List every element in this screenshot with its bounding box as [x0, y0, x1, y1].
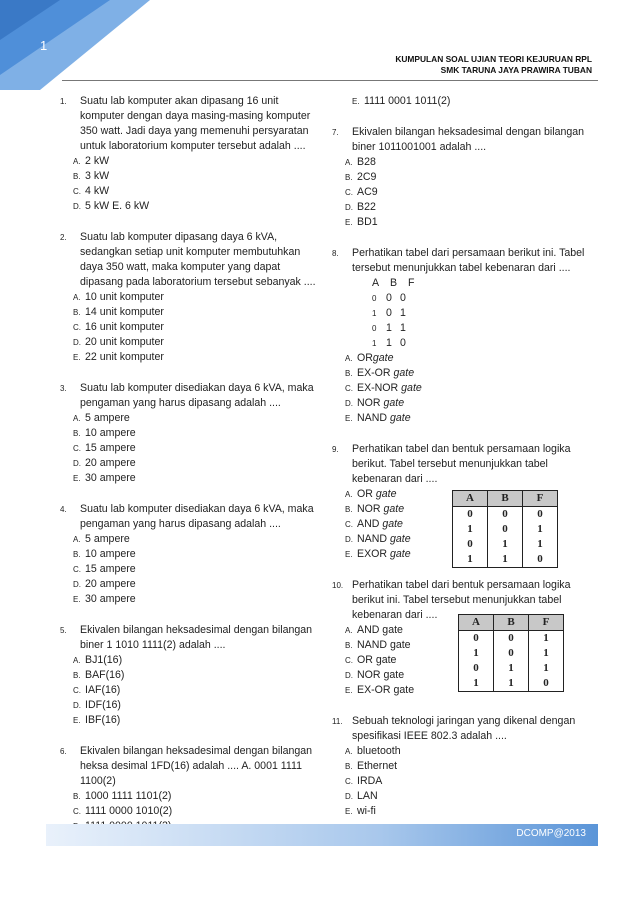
option[interactable]: D. B22 — [345, 201, 376, 213]
right-column — [332, 94, 598, 835]
question-text: Suatu lab komputer disediakan daya 6 kVA, maka pengaman yang harus dipasang adalah .... — [80, 382, 314, 409]
option[interactable]: B. BAF(16) — [73, 669, 125, 681]
option[interactable]: A. ORgate — [345, 352, 394, 364]
option[interactable]: C. 16 unit komputer — [73, 321, 164, 333]
corner-decoration — [0, 0, 150, 90]
option[interactable]: C. IAF(16) — [73, 684, 121, 696]
option[interactable]: A. B28 — [345, 156, 376, 168]
question-9: 9. Perhatikan tabel dan bentuk persamaan logika berikut. Tabel tersebut menunjukkan tabel kebenaran dari .... A. OR gate B. NOR gate C. AND gate D. NAND gate E. EXOR gate A B F 0 0 0 1 0 1 0 1 1 1 1 0 — [332, 442, 598, 562]
document-header — [395, 54, 592, 75]
option[interactable]: B. NOR gate — [345, 503, 405, 515]
left-column — [60, 94, 320, 850]
option[interactable]: B. NAND gate — [345, 639, 411, 651]
truth-table-row: 0 1 1 — [372, 322, 406, 334]
footer-bar — [46, 824, 598, 846]
option[interactable]: E. 30 ampere — [73, 472, 136, 484]
option[interactable]: A. 10 unit komputer — [73, 291, 164, 303]
header-title: KUMPULAN SOAL UJIAN TEORI KEJURUAN RPL — [395, 54, 592, 64]
option[interactable]: A. 5 ampere — [73, 533, 130, 545]
truth-table: A B F 0 0 0 1 0 1 0 1 1 1 1 0 — [452, 490, 558, 568]
question-8: 8. Perhatikan tabel dari persamaan berikut ini. Tabel tersebut menunjukkan tabel kebenaran dari .... A B F 0 0 0 1 0 1 0 1 1 1 1 0 A. ORgate B. EX-OR gate C. EX-NOR gate D. NOR gate E. NAND gate — [332, 246, 598, 426]
question-text: Perhatikan tabel dari persamaan berikut ini. Tabel tersebut menunjukkan tabel kebenaran dari .... — [352, 247, 585, 274]
header-divider — [62, 80, 598, 81]
option[interactable]: D. 5 kW E. 6 kW — [73, 200, 150, 212]
question-text: Suatu lab komputer akan dipasang 16 unit komputer dengan daya masing-masing komputer 350 watt. Jadi daya yang memenuhi persyaratan untuk laboratorium komputer tersebut adalah .... — [80, 95, 311, 152]
option[interactable]: A. bluetooth — [345, 745, 401, 757]
option[interactable]: D. NOR gate — [345, 397, 405, 409]
option[interactable]: C. AC9 — [345, 186, 378, 198]
question-11: 11. Sebuah teknologi jaringan yang dikenal dengan spesifikasi IEEE 802.3 adalah .... A. bluetooth B. Ethernet C. IRDA D. LAN E. wi-fi — [332, 714, 598, 819]
question-text: Ekivalen bilangan heksadesimal dengan bilangan biner 1011001001 adalah .... — [352, 126, 585, 153]
page-number: 1 — [40, 38, 48, 53]
option[interactable]: A. AND gate — [345, 624, 403, 636]
option[interactable]: E. EXOR gate — [345, 548, 411, 560]
question-2: 2. Suatu lab komputer dipasang daya 6 kVA, sedangkan setiap unit komputer membutuhkan daya 350 watt, maka komputer yang dapat dipasang pada laboratorium tersebut sebanyak .... A. 10 unit komputer B. 14 unit komputer C. 16 unit komputer D. 20 unit komputer E. 22 unit komputer — [60, 230, 320, 365]
option[interactable]: E. EX-OR gate — [345, 684, 415, 696]
question-3: 3. Suatu lab komputer disediakan daya 6 kVA, maka pengaman yang harus dipasang adalah .... A. 5 ampere B. 10 ampere C. 15 ampere D. 20 ampere E. 30 ampere — [60, 381, 320, 486]
option[interactable]: C. IRDA — [345, 775, 383, 787]
truth-table-row: 1 0 1 — [372, 307, 406, 319]
option[interactable]: C. 15 ampere — [73, 442, 136, 454]
option[interactable]: B. 10 ampere — [73, 427, 136, 439]
header-subtitle: SMK TARUNA JAYA PRAWIRA TUBAN — [440, 64, 592, 75]
option[interactable]: E. IBF(16) — [73, 714, 121, 726]
question-5: 5. Ekivalen bilangan heksadesimal dengan bilangan biner 1 1010 1111(2) adalah .... A. BJ1(16) B. BAF(16) C. IAF(16) D. IDF(16) E. IBF(16) — [60, 623, 320, 728]
option[interactable]: E. 1111 0001 1011(2) — [352, 95, 451, 107]
question-10: 10. Perhatikan tabel dari bentuk persamaan logika berikut ini. Tabel tersebut menunjukkan tabel kebenaran dari .... A. AND gate B. NAND gate C. OR gate D. NOR gate E. EX-OR gate A B F 0 0 1 1 0 1 0 1 1 1 1 0 — [332, 578, 598, 698]
option[interactable]: D. LAN — [345, 790, 378, 802]
option[interactable]: C. 4 kW — [73, 185, 110, 197]
option[interactable]: B. 10 ampere — [73, 548, 136, 560]
option[interactable]: A. OR gate — [345, 488, 397, 500]
option[interactable]: D. 20 unit komputer — [73, 336, 164, 348]
option[interactable]: A. 5 ampere — [73, 412, 130, 424]
option[interactable]: A. 2 kW — [73, 155, 110, 167]
truth-table-row: 0 0 0 — [372, 292, 406, 304]
option[interactable]: B. 3 kW — [73, 170, 110, 182]
option[interactable]: B. 1000 1111 1101(2) — [73, 790, 172, 802]
option[interactable]: E. NAND gate — [345, 412, 411, 424]
option[interactable]: D. IDF(16) — [73, 699, 121, 711]
question-text: Perhatikan tabel dan bentuk persamaan logika berikut. Tabel tersebut menunjukkan tabel kebenaran dari .... — [352, 443, 571, 485]
option[interactable]: C. 1111 0000 1010(2) — [73, 805, 173, 817]
question-text: Ekivalen bilangan heksadesimal dengan bilangan heksa desimal 1FD(16) adalah .... A. 0001 1111 1100(2) — [80, 745, 313, 787]
option[interactable]: B. EX-OR gate — [345, 367, 415, 379]
truth-table-text — [372, 276, 598, 351]
option[interactable]: E. wi-fi — [345, 805, 376, 817]
option[interactable]: B. Ethernet — [345, 760, 398, 772]
option[interactable]: C. 15 ampere — [73, 563, 136, 575]
question-1: 1. Suatu lab komputer akan dipasang 16 unit komputer dengan daya masing-masing komputer 350 watt. Jadi daya yang memenuhi persyaratan untuk laboratorium komputer tersebut adalah .... A. 2 kW B. 3 kW C. 4 kW D. 5 kW E. 6 kW — [60, 94, 320, 214]
option[interactable]: E. 22 unit komputer — [73, 351, 164, 363]
option[interactable]: C. AND gate — [345, 518, 403, 530]
option[interactable]: A. BJ1(16) — [73, 654, 123, 666]
question-text: Ekivalen bilangan heksadesimal dengan bilangan biner 1 1010 1111(2) adalah .... — [80, 624, 313, 651]
option[interactable]: B. 2C9 — [345, 171, 377, 183]
option[interactable]: B. 14 unit komputer — [73, 306, 164, 318]
question-text: Suatu lab komputer dipasang daya 6 kVA, sedangkan setiap unit komputer membutuhkan daya 350 watt, maka komputer yang dapat dipasang pada laboratorium tersebut sebanyak .... — [80, 231, 316, 288]
question-6: 6. Ekivalen bilangan heksadesimal dengan bilangan heksa desimal 1FD(16) adalah .... A. 0001 1111 1100(2) B. 1000 1111 1101(2) C. 1111 0000 1010(2) — [60, 744, 320, 834]
option[interactable]: C. OR gate — [345, 654, 397, 666]
option[interactable]: D. 20 ampere — [73, 457, 136, 469]
truth-table: A B F 0 0 1 1 0 1 0 1 1 1 1 0 — [458, 614, 564, 692]
footer-text: DCOMP@2013 — [516, 828, 586, 839]
question-4: 4. Suatu lab komputer disediakan daya 6 kVA, maka pengaman yang harus dipasang adalah .... A. 5 ampere B. 10 ampere C. 15 ampere D. 20 ampere E. 30 ampere — [60, 502, 320, 607]
option[interactable]: C. EX-NOR gate — [345, 382, 422, 394]
option[interactable]: D. 20 ampere — [73, 578, 136, 590]
option[interactable]: E. BD1 — [345, 216, 378, 228]
option[interactable]: E. 30 ampere — [73, 593, 136, 605]
truth-table-row: 1 1 0 — [372, 337, 406, 349]
question-text: Perhatikan tabel dari bentuk persamaan logika berikut ini. Tabel tersebut menunjukkan tabel kebenaran dari .... — [352, 579, 571, 621]
truth-table-header: A B F — [372, 277, 415, 289]
question-7: 7. Ekivalen bilangan heksadesimal dengan bilangan biner 1011001001 adalah .... A. B28 B. 2C9 C. AC9 D. B22 E. BD1 — [332, 125, 598, 230]
question-text: Suatu lab komputer disediakan daya 6 kVA, maka pengaman yang harus dipasang adalah .... — [80, 503, 314, 530]
option[interactable]: D. NOR gate — [345, 669, 405, 681]
question-text: Sebuah teknologi jaringan yang dikenal dengan spesifikasi IEEE 802.3 adalah .... — [352, 715, 576, 742]
option[interactable]: D. NAND gate — [345, 533, 411, 545]
